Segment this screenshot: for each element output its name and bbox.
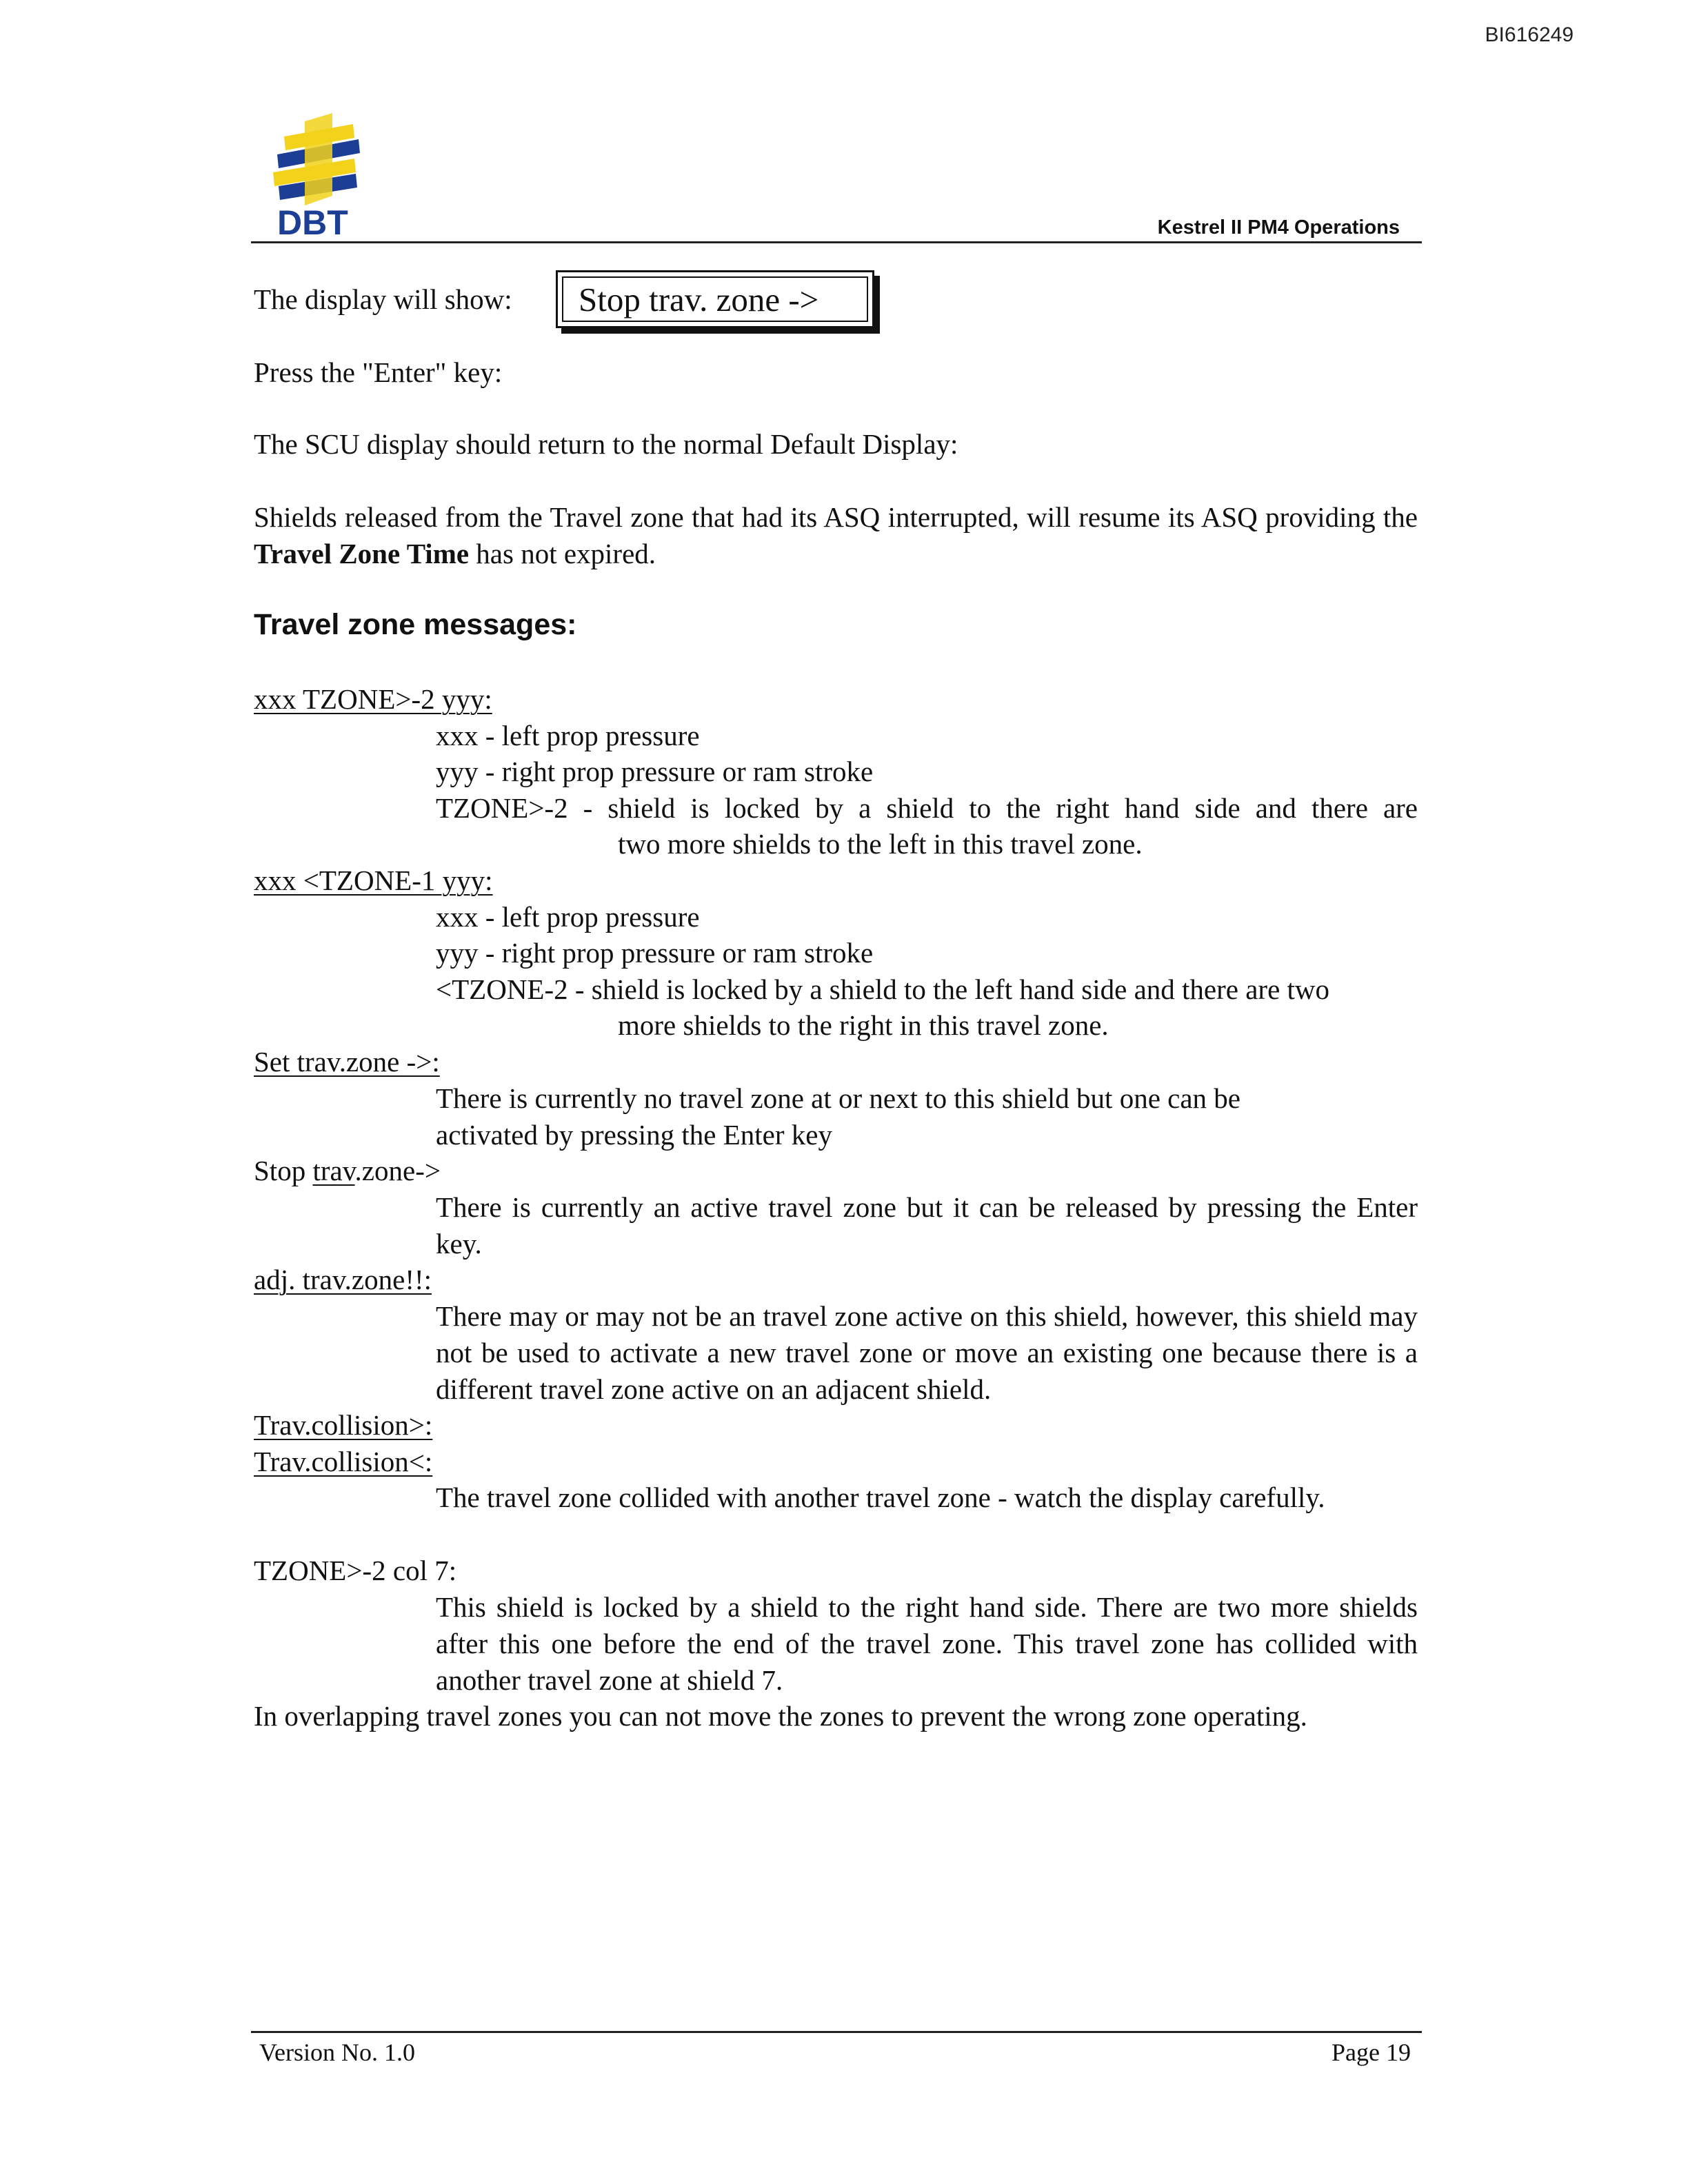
message-desc: There is currently an active travel zone but it can be released by pressing the Enter key. (436, 1191, 1418, 1260)
logo-text: DBT (277, 203, 348, 240)
message-desc-cont: more shields to the right in this travel zone. (618, 1009, 1109, 1041)
header-rule (251, 241, 1422, 243)
message-desc: There may or may not be an travel zone active on this shield, however, this shield may not be used to activate a new travel zone or move an existing one because there is a different travel zone active on an adjacent shield. (436, 1300, 1418, 1405)
shields-released-end: has not expired. (469, 538, 656, 569)
message-line: xxx - left prop pressure (436, 901, 700, 933)
message-line: yyy - right prop pressure or ram stroke (436, 756, 874, 787)
message-term-stop-trav-zone: Stop trav.zone-> (254, 1155, 441, 1186)
section-heading: Travel zone messages: (254, 608, 577, 641)
message-line: yyy - right prop pressure or ram stroke (436, 937, 874, 969)
closing-text: In overlapping travel zones you can not move the zones to prevent the wrong zone operating. (254, 1700, 1307, 1732)
message-desc: This shield is locked by a shield to the right hand side. There are two more shields after this one before the end of the travel zone. This travel zone has collided with another travel zone at shield 7. (436, 1591, 1418, 1696)
footer-rule (251, 2031, 1422, 2033)
footer-page-number: Page 19 (1332, 2039, 1411, 2066)
message-term-tzone-left: xxx <TZONE-1 yyy: (254, 865, 493, 896)
footer-version: Version No. 1.0 (259, 2039, 415, 2066)
message-desc-lead: <TZONE-2 - shield is locked by a shield to the left hand side and there are two (436, 973, 1330, 1005)
travel-zone-time-bold: Travel Zone Time (254, 538, 470, 569)
header-title: Kestrel II PM4 Operations (1157, 216, 1400, 239)
display-label: The display will show: (254, 283, 512, 315)
message-term-set-trav-zone: Set trav.zone ->: (254, 1046, 440, 1078)
message-desc: There is currently no travel zone at or next to this shield but one can be activated by pressing the Enter key (436, 1082, 1240, 1151)
scu-display-box (556, 270, 874, 328)
shields-released-paragraph (254, 499, 1418, 572)
message-term-tzone-right: xxx TZONE>-2 yyy: (254, 683, 492, 715)
message-line: xxx - left prop pressure (436, 720, 700, 751)
dbt-logo (263, 109, 374, 240)
logo-mark-icon (273, 113, 360, 205)
scu-return-text: The SCU display should return to the normal Default Display: (254, 428, 958, 460)
message-term-adj-trav-zone: adj. trav.zone!!: (254, 1264, 432, 1295)
message-desc-lead: TZONE>-2 - shield is locked by a shield to the right hand side and there are (436, 792, 1418, 824)
message-desc-cont: two more shields to the left in this travel zone. (618, 828, 1143, 860)
message-term-tzone-col7: TZONE>-2 col 7: (254, 1555, 457, 1586)
shields-released-text: Shields released from the Travel zone that had its ASQ interrupted, will resume its ASQ providing the (254, 501, 1418, 533)
document-id: BI616249 (1485, 23, 1574, 46)
message-desc: The travel zone collided with another travel zone - watch the display carefully. (436, 1482, 1325, 1513)
press-enter-text: Press the "Enter" key: (254, 356, 503, 388)
message-term-collision-left: Trav.collision<: (254, 1446, 433, 1477)
scu-display-text: Stop trav. zone -> (562, 276, 868, 322)
message-term-collision-right: Trav.collision>: (254, 1409, 433, 1441)
